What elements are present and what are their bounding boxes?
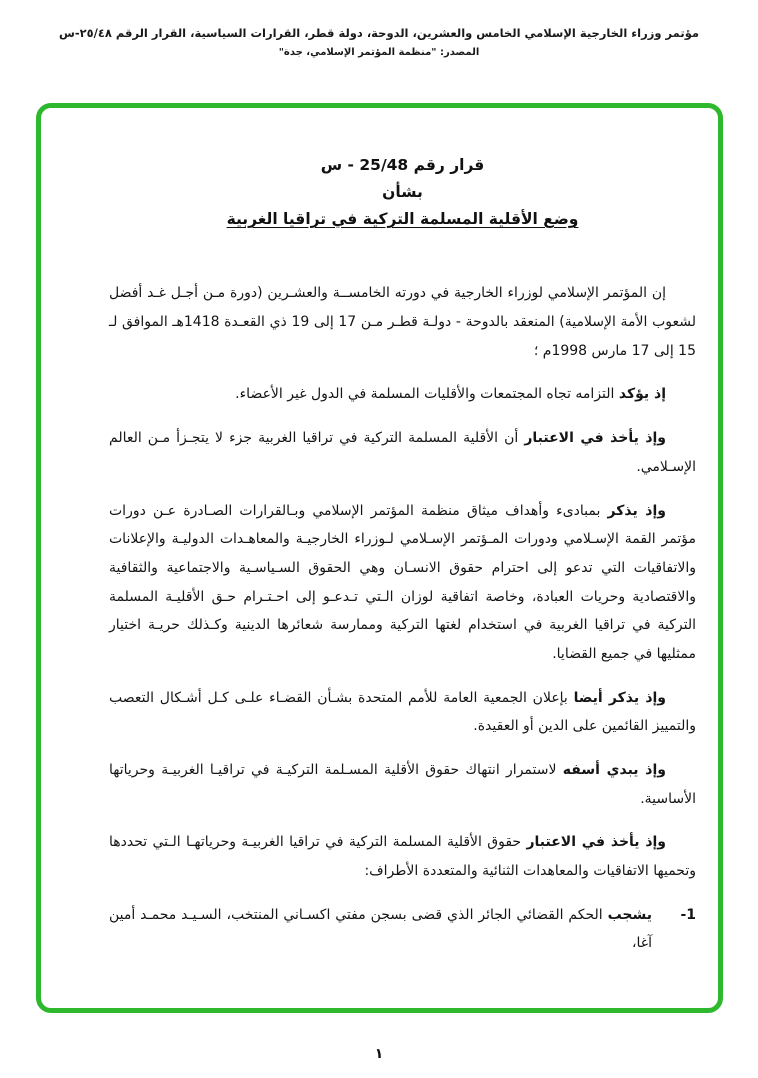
clause-lead: إذ يؤكد [618,386,666,403]
preamble-intro: إن المؤتمر الإسلامي لوزراء الخارجية في دورته الخامســة والعشـرين (دورة مـن أجـل غـد أفضل لشعوب الأمة الإسلامية) المنعقد بالدوحة - دولـة قطـر مـن 17 إلى 19 ذي القعـدة 1418هـ الموافق لـ 15 إلى 17 مارس 1998م ؛ [109,285,696,359]
preamble-clause [109,828,696,885]
source-citation-line: مؤتمر وزراء الخارجية الإسلامي الخامس والعشرين، الدوحة، دولة قطر، القرارات السياسية، القرار الرقم ٢٥/٤٨-س [58,26,700,40]
clause-lead: وإذ يذكر أيضا [573,689,666,706]
clause-text: بمبادىء وأهداف ميثاق منظمة المؤتمر الإسلامي وبـالقرارات الصـادرة عـن دورات مؤتمر القمة الإسـلامي ودورات المـؤتمر الإسـلامي لـوزراء الخارجيـة والمعاهـدات الدوليـة والإعلانات والاتفاقيات التي تدعو إلى احترام حقوق الانسـان وهي الحقوق السـياسـية والاجتماعية والثقافية والاقتصادية وحريات العبادة، وخاصة اتفاقية لوزان الـتي تـدعـو إلى احـتـرام حـق الأقليـة المسلمة التركية في تراقيا الغربية في استخدام لغتها التركية وممارسة شعائرها الدينية وكـذلك حريـة اختيار ممثليها في جميع القضايا. [109,502,696,662]
subject-label: بشأن [382,183,423,202]
clause-text: أن الأقلية المسلمة التركية في تراقيا الغربية جزء لا يتجـزأ مـن العالم الإسـلامي. [109,430,696,475]
preamble-clause [109,424,696,481]
item-text: الحكم القضائي الجائر الذي قضى بسجن مفتي اكسـاني المنتخب، السـيـد محمـد أمين آغا، [109,906,652,952]
operative-item [109,901,696,958]
preamble-clause [109,380,696,409]
clause-text: حقوق الأقلية المسلمة التركية في تراقيا الغربيـة وحرياتهـا الـتي تحددها وتحميها الاتفاقيات والمعاهدات الثنائية والمتعددة الأطراف: [109,834,696,880]
preamble-clause [109,684,696,741]
source-publisher-line: المصدر: "منظمة المؤتمر الإسلامي، جدة" [278,47,480,58]
clause-lead: وإذ يأخذ في الاعتبار [526,834,666,851]
clause-lead: وإذ يبدي أسفه [562,762,666,778]
resolution-body [109,279,696,958]
clause-text: التزامه تجاه المجتمعات والأقليات المسلمة في الدول غير الأعضاء. [235,386,615,403]
clause-lead: وإذ يأخذ في الاعتبار [524,430,667,447]
document-source-header [0,26,758,58]
clause-text: لاستمرار انتهاك حقوق الأقلية المسـلمة التركيـة في تراقيـا الغربيـة وحرياتها الأساسية. [109,762,696,807]
preamble-clause [109,756,696,813]
item-lead: يشجب [607,906,653,923]
resolution-number: قرار رقم 25/48 - س [320,156,485,174]
page-number: ١ [374,1046,384,1062]
resolution-title-block [109,152,696,233]
item-number: 1- [680,906,696,923]
clause-text: بإعلان الجمعية العامة للأمم المتحدة بشـأن القضـاء علـى كـل أشـكال التعصب والتمييز القائمين على الدين أو العقيدة. [109,689,696,735]
item-content [109,901,652,958]
preamble-clause [109,497,696,669]
clause-lead: وإذ يذكر [607,502,666,519]
resolution-subject: وضع الأقلية المسلمة التركية في تراقيا الغربية [226,210,579,229]
document-frame [36,103,723,1013]
